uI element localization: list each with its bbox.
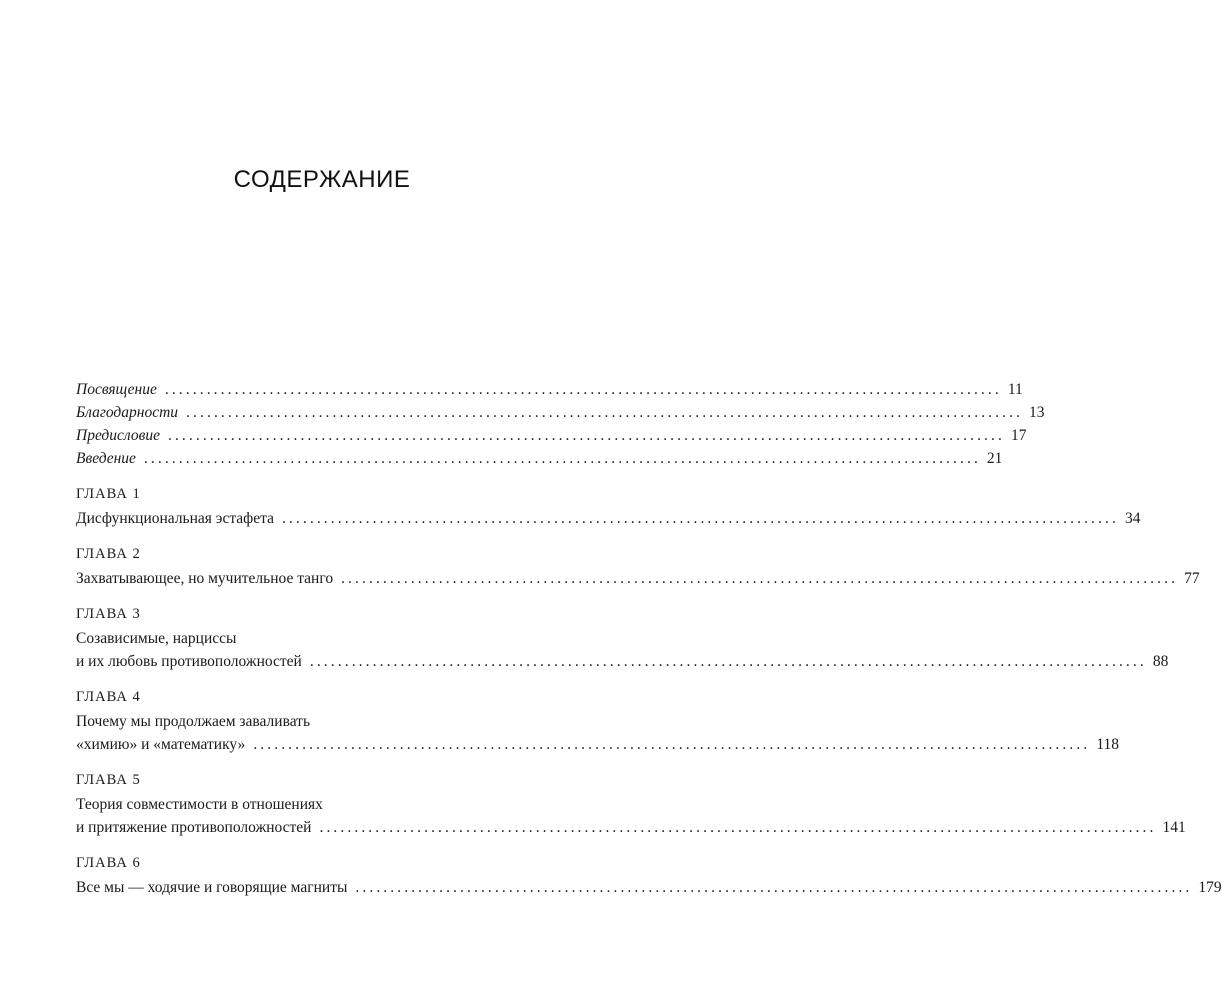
dot-leader: ........................................................................................................................ — [167, 427, 1005, 444]
toc-entry-title-line: Теория совместимости в отношениях — [76, 796, 323, 813]
toc-entry-title: Все мы — ходячие и говорящие магниты — [76, 879, 348, 896]
toc-entry-title-line: Созависимые, нарциссы — [76, 630, 237, 647]
dot-leader: ........................................................................................................................ — [309, 653, 1147, 670]
toc-chapter-5[interactable] — [76, 769, 1186, 839]
dot-leader: ........................................................................................................................ — [341, 570, 1179, 587]
dot-leader: ........................................................................................................................ — [253, 736, 1091, 753]
dot-leader: ........................................................................................................................ — [355, 879, 1193, 896]
toc-chapter-3[interactable] — [76, 603, 1169, 673]
toc-page-number: 141 — [1162, 819, 1186, 836]
toc-page-number: 17 — [1010, 427, 1027, 444]
toc-chapter-6[interactable] — [76, 852, 1222, 899]
toc-entry-title: Благодарности — [76, 404, 179, 421]
toc-entry-chapter-2[interactable] — [76, 567, 1200, 590]
toc-entry-title: Посвящение — [76, 381, 157, 398]
toc-entry-acknowledgements[interactable] — [76, 401, 1045, 424]
toc-chapter-2[interactable] — [76, 543, 1200, 590]
table-of-contents — [76, 378, 1222, 899]
dot-leader: ........................................................................................................................ — [319, 819, 1157, 836]
page-title: СОДЕРЖАНИЕ — [233, 166, 411, 193]
dot-leader: ........................................................................................................................ — [164, 381, 1002, 398]
toc-entry-chapter-5[interactable] — [76, 816, 1186, 839]
toc-entry-dedication[interactable] — [76, 378, 1023, 401]
toc-entry-title: Введение — [76, 450, 136, 467]
toc-chapter-1[interactable] — [76, 483, 1141, 530]
toc-entry-title: и их любовь противоположностей — [76, 653, 302, 670]
toc-entry-title: Дисфункциональная эстафета — [76, 510, 274, 527]
toc-page-number: 21 — [986, 450, 1003, 467]
toc-page-number: 77 — [1184, 570, 1200, 587]
toc-page-number: 88 — [1152, 653, 1169, 670]
toc-entry-chapter-3[interactable] — [76, 650, 1169, 673]
toc-entry-chapter-4[interactable] — [76, 733, 1119, 756]
dot-leader: ........................................................................................................................ — [143, 450, 981, 467]
chapter-label: ГЛАВА 6 — [76, 855, 141, 871]
toc-entry-title: и притяжение противоположностей — [76, 819, 312, 836]
chapter-label: ГЛАВА 1 — [76, 486, 141, 502]
toc-page-number: 13 — [1029, 404, 1045, 421]
toc-page-number: 11 — [1007, 381, 1023, 398]
toc-chapter-4[interactable] — [76, 686, 1119, 756]
toc-entry-title-line: Почему мы продолжаем заваливать — [76, 713, 311, 730]
chapter-label: ГЛАВА 2 — [76, 546, 141, 562]
dot-leader: ........................................................................................................................ — [281, 510, 1119, 527]
toc-page-number: 118 — [1096, 736, 1119, 753]
chapter-label: ГЛАВА 5 — [76, 772, 141, 788]
toc-entry-title: Захватывающее, но мучительное танго — [76, 570, 334, 587]
chapter-label: ГЛАВА 4 — [76, 689, 141, 705]
toc-entry-chapter-1[interactable] — [76, 507, 1141, 530]
toc-entry-introduction[interactable] — [76, 447, 1003, 470]
toc-entry-preface[interactable] — [76, 424, 1027, 447]
toc-entry-title: Предисловие — [76, 427, 160, 444]
chapter-label: ГЛАВА 3 — [76, 606, 141, 622]
toc-entry-title: «химию» и «математику» — [76, 736, 246, 753]
dot-leader: ........................................................................................................................ — [186, 404, 1024, 421]
toc-entry-chapter-6[interactable] — [76, 876, 1222, 899]
toc-page-number: 34 — [1124, 510, 1141, 527]
toc-page-number: 179 — [1198, 879, 1222, 896]
